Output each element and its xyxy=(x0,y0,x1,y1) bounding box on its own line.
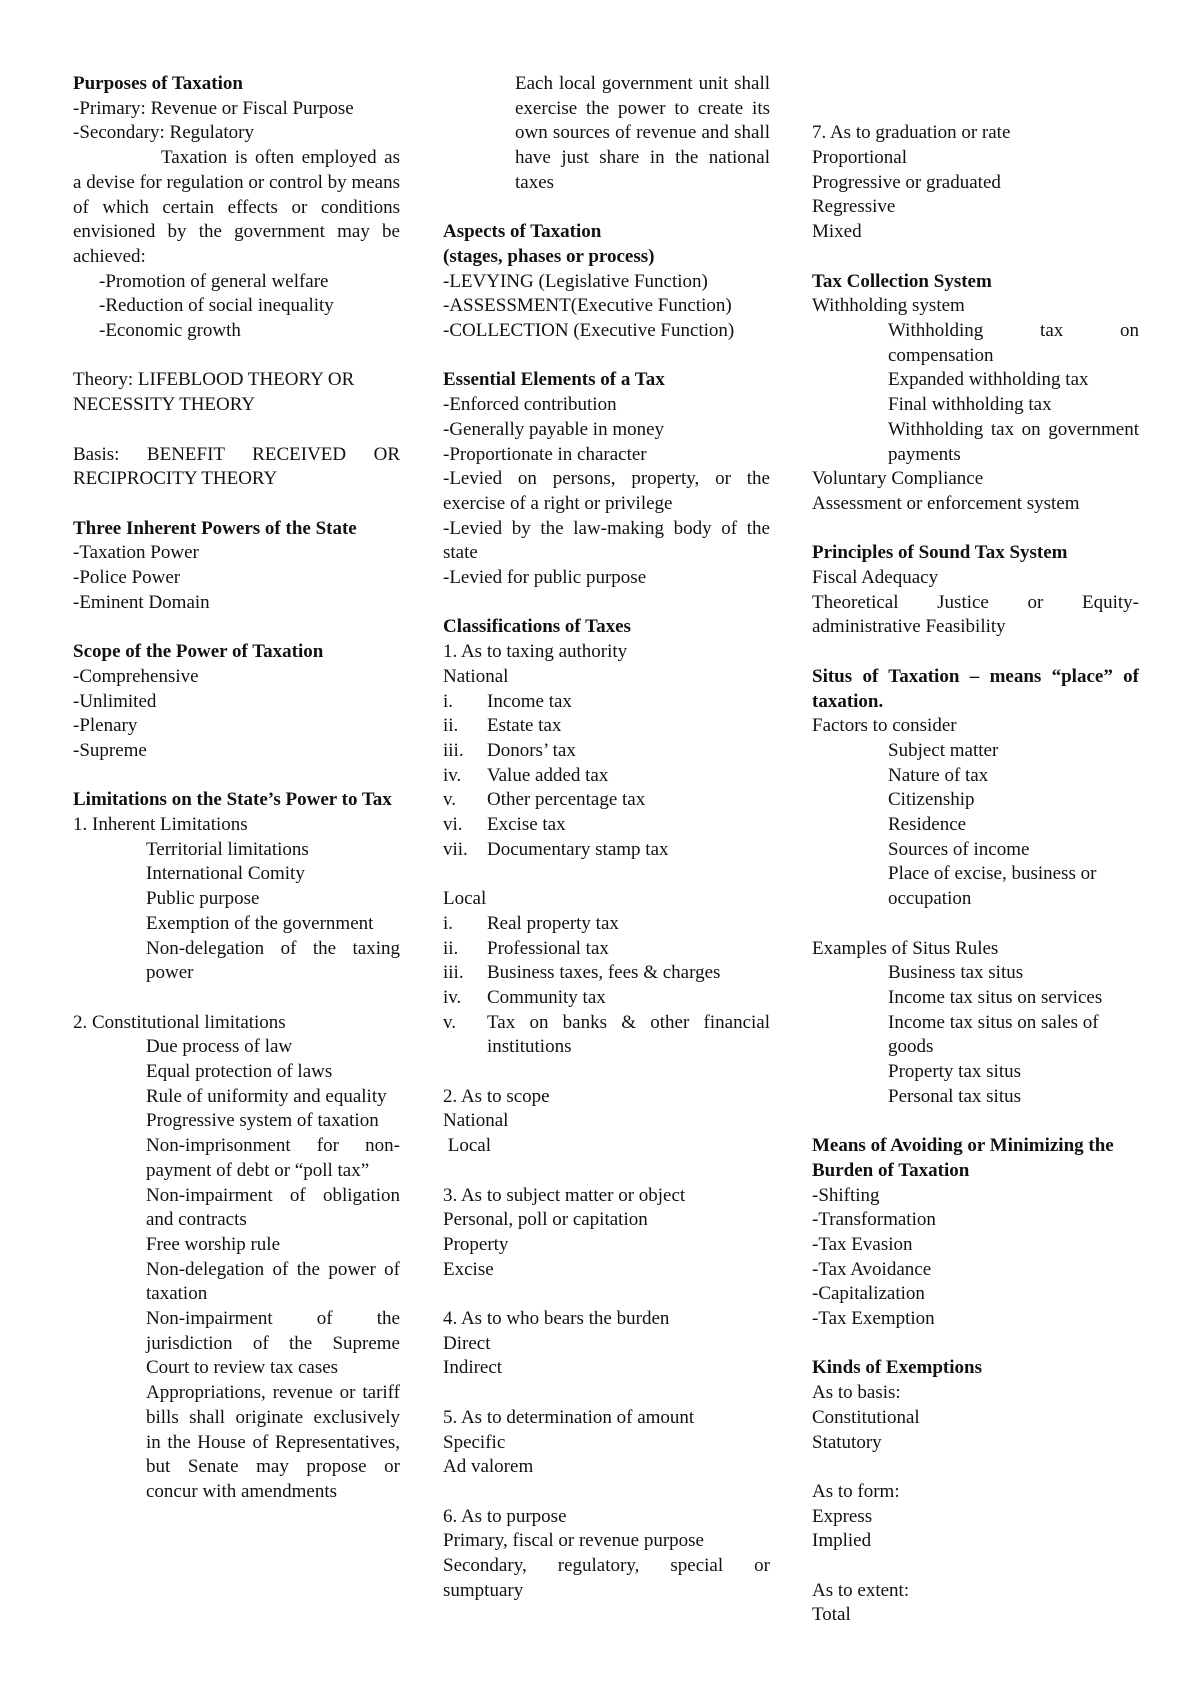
list-item: International Comity xyxy=(146,863,305,885)
list-item: vii. Documentary stamp tax xyxy=(443,838,669,860)
list-item: -Plenary xyxy=(73,715,138,737)
list-item: -ASSESSMENT(Executive Function) xyxy=(443,295,732,317)
list-item: Due process of law xyxy=(146,1036,293,1058)
list-item: Mixed xyxy=(812,221,862,243)
list-item: Subject matter xyxy=(888,739,999,761)
list-item: iv. Community tax xyxy=(443,986,606,1008)
list-item: Progressive or graduated xyxy=(812,171,1001,193)
list-item: Local xyxy=(443,1135,492,1157)
list-item: Ad valorem xyxy=(443,1456,534,1478)
list-item: Non-imprisonment for non-payment of debt or “poll tax” xyxy=(146,1135,400,1181)
purpose-secondary: -Secondary: Regulatory xyxy=(73,122,254,144)
list-item: Equal protection of laws xyxy=(146,1061,333,1083)
list-item: Non-delegation of the taxing power xyxy=(146,937,400,984)
list-item: ii. Estate tax xyxy=(443,715,562,737)
list-item: Regressive xyxy=(812,196,896,218)
list-item: -Tax Avoidance xyxy=(812,1258,932,1280)
list-item: -Police Power xyxy=(73,567,181,589)
national-label: National xyxy=(443,665,509,687)
form-label: As to form: xyxy=(812,1480,900,1502)
list-item: Statutory xyxy=(812,1431,882,1453)
list-item: -Tax Evasion xyxy=(812,1233,913,1255)
list-item: Nature of tax xyxy=(888,764,989,786)
list-item: Withholding tax on government payments xyxy=(888,418,1139,465)
list-item: -Levied for public purpose xyxy=(443,567,647,589)
list-item: -Levied by the law-making body of the state xyxy=(443,517,770,564)
list-item: Proportional xyxy=(812,147,907,169)
list-item: i. Real property tax xyxy=(443,912,619,934)
list-item: -Supreme xyxy=(73,739,147,761)
list-item: Withholding tax on compensation xyxy=(888,319,1139,366)
column-2 xyxy=(443,72,770,1603)
list-item: Total xyxy=(812,1604,851,1626)
list-item: -Eminent Domain xyxy=(73,591,210,613)
principles-heading: Principles of Sound Tax System xyxy=(812,542,1068,564)
classification-3-heading: 3. As to subject matter or object xyxy=(443,1184,686,1206)
list-item: -Levied on persons, property, or the exercise of a right or privilege xyxy=(443,468,770,514)
list-item: Exemption of the government xyxy=(146,912,374,934)
list-item: Residence xyxy=(888,814,967,836)
list-item: -Enforced contribution xyxy=(443,394,617,416)
constitutional-heading: 2. Constitutional limitations xyxy=(73,1011,286,1033)
list-item: Free worship rule xyxy=(146,1233,281,1255)
list-item: Theoretical Justice or Equity-administrative Feasibility xyxy=(812,591,1139,638)
classifications-heading: Classifications of Taxes xyxy=(443,616,631,638)
list-item: iii. Business taxes, fees & charges xyxy=(443,962,721,984)
list-item: Property tax situs xyxy=(888,1061,1021,1083)
list-item: -Tax Exemption xyxy=(812,1308,935,1330)
list-item: Fiscal Adequacy xyxy=(812,567,939,588)
list-item: iii. Donors’ tax xyxy=(443,739,576,761)
purpose-bullet: -Economic growth xyxy=(99,320,241,342)
classification-4-heading: 4. As to who bears the burden xyxy=(443,1308,670,1330)
list-item: -Taxation Power xyxy=(73,542,199,564)
list-item: Rule of uniformity and equality xyxy=(146,1085,387,1107)
inherent-heading: 1. Inherent Limitations xyxy=(73,814,248,836)
list-item: Excise xyxy=(443,1258,494,1280)
list-item: Direct xyxy=(443,1332,491,1354)
list-item: Final withholding tax xyxy=(888,394,1052,416)
list-item: Personal tax situs xyxy=(888,1085,1021,1107)
list-item: Voluntary Compliance xyxy=(812,468,984,490)
situs-heading: Situs of Taxation – means “place” of taxation. xyxy=(812,665,1139,712)
list-item: Specific xyxy=(443,1431,506,1453)
list-item: Place of excise, business or occupation xyxy=(888,863,1097,910)
basis-label: As to basis: xyxy=(812,1382,901,1404)
column-3 xyxy=(812,72,1139,1628)
classification-5-heading: 5. As to determination of amount xyxy=(443,1406,695,1428)
limitations-heading: Limitations on the State’s Power to Tax xyxy=(73,789,392,811)
list-item: Territorial limitations xyxy=(146,838,309,860)
list-item: Progressive system of taxation xyxy=(146,1110,379,1132)
list-item: Express xyxy=(812,1505,873,1527)
purpose-bullet: -Reduction of social inequality xyxy=(99,295,334,317)
list-item: vi. Excise tax xyxy=(443,814,566,836)
list-item: -Proportionate in character xyxy=(443,443,647,465)
list-item: Non-impairment of obligation and contracts xyxy=(146,1184,400,1231)
basis-text: Basis: BENEFIT RECEIVED OR RECIPROCITY THEORY xyxy=(73,443,400,490)
collection-heading: Tax Collection System xyxy=(812,270,992,292)
list-item: Public purpose xyxy=(146,888,260,910)
classification-2-heading: 2. As to scope xyxy=(443,1085,550,1107)
list-item: Property xyxy=(443,1233,509,1255)
list-item: Income tax situs on services xyxy=(888,986,1103,1008)
aspects-subheading: (stages, phases or process) xyxy=(443,245,655,267)
list-item: v. Other percentage tax xyxy=(443,789,646,811)
aspects-heading: Aspects of Taxation xyxy=(443,221,602,243)
list-item: -LEVYING (Legislative Function) xyxy=(443,270,708,292)
purpose-bullet: -Promotion of general welfare xyxy=(99,270,329,292)
list-item: Citizenship xyxy=(888,789,975,811)
factors-label: Factors to consider xyxy=(812,715,957,737)
list-item: ii. Professional tax xyxy=(443,937,609,959)
classification-6-heading: 6. As to purpose xyxy=(443,1505,567,1527)
list-item: Constitutional xyxy=(812,1406,920,1428)
list-item: -Generally payable in money xyxy=(443,418,665,440)
scope-heading: Scope of the Power of Taxation xyxy=(73,641,324,663)
purposes-heading: Purposes of Taxation xyxy=(73,73,243,94)
list-item: Non-impairment of the jurisdiction of the Supreme Court to review tax cases xyxy=(146,1308,400,1379)
list-item: -Comprehensive xyxy=(73,665,199,687)
elements-heading: Essential Elements of a Tax xyxy=(443,369,665,391)
list-item: Sources of income xyxy=(888,838,1030,860)
exemptions-heading: Kinds of Exemptions xyxy=(812,1357,982,1379)
theory-text: Theory: LIFEBLOOD THEORY OR NECESSITY THEORY xyxy=(73,369,355,416)
list-item: Primary, fiscal or revenue purpose xyxy=(443,1530,704,1552)
list-item: v. Tax on banks & other financial institutions xyxy=(443,1011,770,1058)
list-item: Business tax situs xyxy=(888,962,1024,984)
means-heading: Means of Avoiding or Minimizing the Burden of Taxation xyxy=(812,1135,1114,1181)
classification-7-heading: 7. As to graduation or rate xyxy=(812,122,1011,144)
list-item: Assessment or enforcement system xyxy=(812,492,1080,514)
list-item: Implied xyxy=(812,1530,872,1552)
local-government-paragraph: Each local government unit shall exercise the power to create its own sources of revenue and shall have just share in the national taxes xyxy=(515,73,770,193)
list-item: Withholding system xyxy=(812,295,965,317)
list-item: Non-delegation of the power of taxation xyxy=(146,1258,400,1305)
list-item: -Transformation xyxy=(812,1209,936,1231)
list-item: -Unlimited xyxy=(73,690,157,712)
situs-rules-label: Examples of Situs Rules xyxy=(812,937,999,959)
purpose-primary: -Primary: Revenue or Fiscal Purpose xyxy=(73,97,354,119)
list-item: iv. Value added tax xyxy=(443,764,609,786)
column-1 xyxy=(73,72,400,1505)
list-item: i. Income tax xyxy=(443,690,572,712)
list-item: -COLLECTION (Executive Function) xyxy=(443,320,735,342)
list-item: National xyxy=(443,1110,509,1132)
list-item: Personal, poll or capitation xyxy=(443,1209,648,1231)
list-item: Appropriations, revenue or tariff bills shall originate exclusively in the House of Representatives, but Senate may propose or concur with amendments xyxy=(146,1382,400,1502)
purposes-paragraph: Taxation is often employed as a devise for regulation or control by means of which certain effects or conditions envisioned by the government may be achieved: xyxy=(73,147,400,267)
list-item: Income tax situs on sales of goods xyxy=(888,1011,1099,1058)
classification-1-heading: 1. As to taxing authority xyxy=(443,641,628,663)
local-label: Local xyxy=(443,888,487,910)
extent-label: As to extent: xyxy=(812,1579,910,1601)
list-item: Secondary, regulatory, special or sumptuary xyxy=(443,1555,770,1601)
list-item: Expanded withholding tax xyxy=(888,369,1089,391)
list-item: Indirect xyxy=(443,1357,503,1379)
powers-heading: Three Inherent Powers of the State xyxy=(73,517,357,539)
list-item: -Shifting xyxy=(812,1184,880,1206)
list-item: -Capitalization xyxy=(812,1283,925,1305)
